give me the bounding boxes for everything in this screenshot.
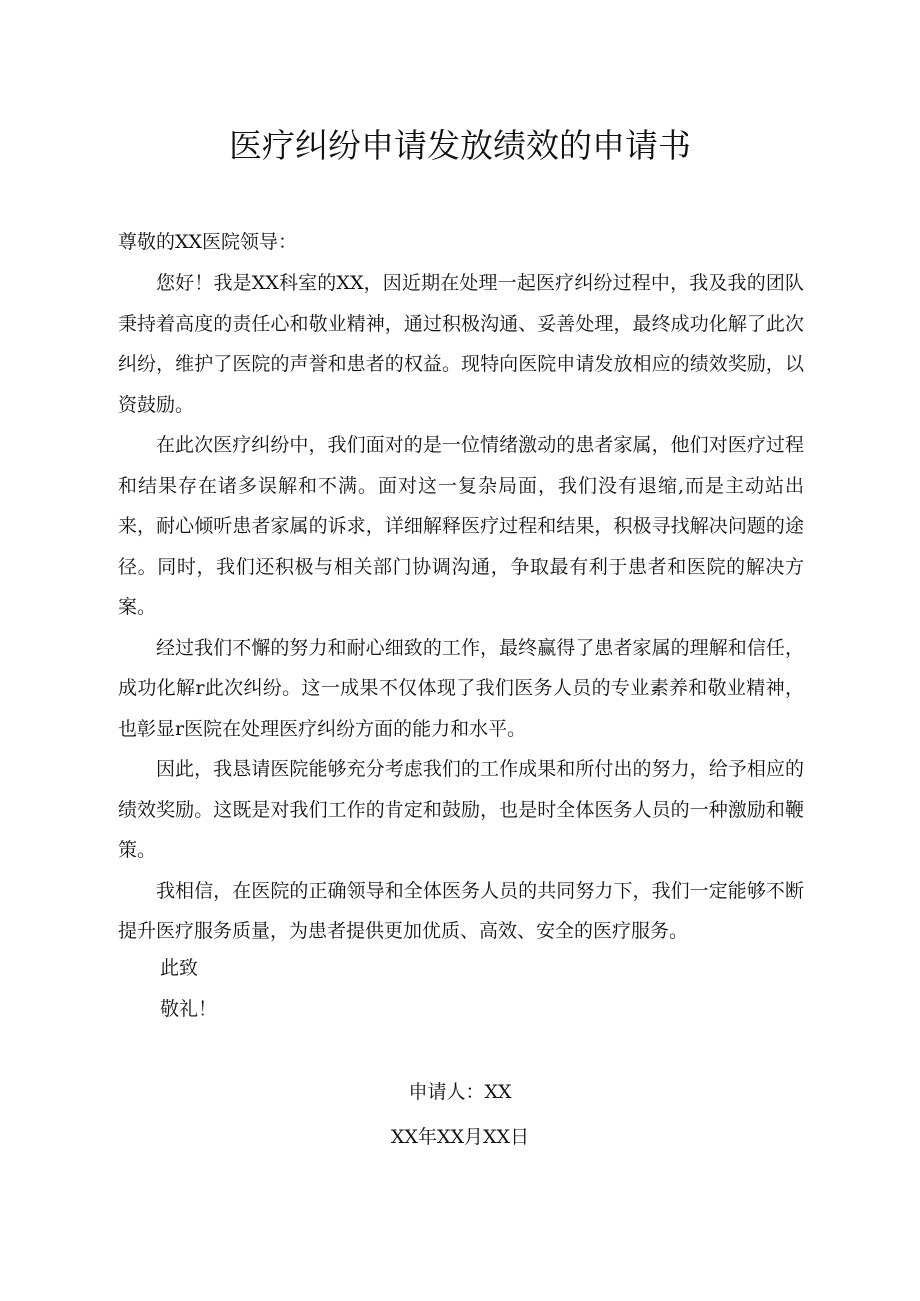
- body-paragraph: 您好！我是XX科室的XX，因近期在处理一起医疗纠纷过程中，我及我的团队秉持着高度的责任心和敬业精神，通过积极沟通、妥善处理，最终成功化解了此次纠纷，维护了医院的声誉和患者的权益。现特向医院申请发放相应的绩效奖励，以资鼓励。: [118, 272, 804, 416]
- closing-line-2: 敬礼！: [160, 998, 218, 1020]
- body-paragraph: 经过我们不懈的努力和耐心细致的工作，最终赢得了患者家属的理解和信任，成功化解r此次纠纷。这一成果不仅体现了我们医务人员的专业素养和敬业精神，也彰显r医院在处理医疗纠纷方面的能力和水平。: [118, 636, 804, 740]
- closing-line-1: 此致: [160, 957, 199, 979]
- salutation: 尊敬的XX医院领导：: [118, 231, 298, 253]
- body-paragraph: 我相信，在医院的正确领导和全体医务人员的共同努力下，我们一定能够不断提升医疗服务质量，为患者提供更加优质、高效、安全的医疗服务。: [118, 879, 804, 942]
- document-title: 医疗纠纷申请发放绩效的申请书: [229, 126, 691, 165]
- body-paragraph: 在此次医疗纠纷中，我们面对的是一位情绪激动的患者家属，他们对医疗过程和结果存在诸多误解和不满。面对这一复杂局面，我们没有退缩,而是主动站出来，耐心倾听患者家属的诉求，详细解释医疗过程和结果，积极寻找解决问题的途径。同时，我们还积极与相关部门协调沟通，争取最有利于患者和医院的解决方案。: [118, 434, 804, 618]
- body-paragraph: 因此，我恳请医院能够充分考虑我们的工作成果和所付出的努力，给予相应的绩效奖励。这既是对我们工作的肯定和鼓励，也是时全体医务人员的一种激励和鞭策。: [118, 758, 804, 861]
- letter-body: [118, 263, 804, 952]
- date-line: XX年XX月XX日: [390, 1126, 530, 1148]
- signer-line: 申请人：XX: [408, 1081, 512, 1103]
